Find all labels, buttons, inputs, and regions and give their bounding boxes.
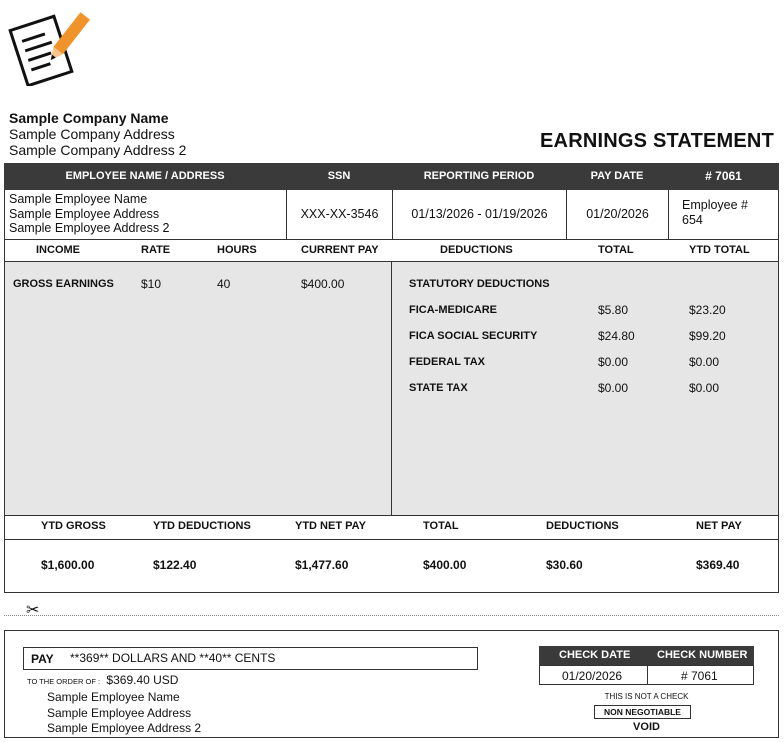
- summary-value: $122.40: [153, 558, 197, 572]
- income-hours: 40: [217, 277, 231, 291]
- summary-value: $30.60: [546, 558, 583, 572]
- deduction-total: $24.80: [598, 329, 635, 343]
- deduction-total: $0.00: [598, 381, 629, 395]
- summary-value: $1,477.60: [295, 558, 349, 572]
- summary-value: $1,600.00: [41, 558, 95, 572]
- deduction-label: FICA SOCIAL SECURITY: [409, 330, 538, 342]
- income-rate: $10: [141, 277, 162, 291]
- employee-cell: [5, 190, 287, 239]
- pay-amount-box: [23, 647, 478, 670]
- header-statement-number: # 7061: [705, 169, 742, 183]
- check-number-label: CHECK NUMBER: [657, 649, 748, 661]
- scissors-icon: ✂: [26, 602, 40, 619]
- not-a-check-notice: THIS IS NOT A CHECK: [604, 692, 689, 701]
- summary-header: TOTAL: [423, 520, 459, 532]
- header-paydate: PAY DATE: [590, 170, 644, 182]
- order-label: TO THE ORDER OF :: [27, 677, 101, 686]
- payee-address-1: Sample Employee Address: [47, 705, 192, 720]
- summary-header: YTD NET PAY: [295, 520, 366, 532]
- deduction-label: FEDERAL TAX: [409, 356, 485, 368]
- deduction-ytd: $0.00: [689, 355, 720, 369]
- col-hours: HOURS: [217, 244, 257, 256]
- employee-number-cell: [669, 190, 778, 239]
- page-title: EARNINGS STATEMENT: [540, 130, 774, 152]
- income-label: GROSS EARNINGS: [13, 278, 114, 290]
- pay-label: PAY: [31, 652, 54, 666]
- col-ytd-total: YTD TOTAL: [689, 244, 750, 256]
- summary-header: DEDUCTIONS: [546, 520, 619, 532]
- ssn-value: XXX-XX-3546: [287, 190, 393, 239]
- statement-header: [4, 163, 779, 190]
- employee-name: Sample Employee Name: [9, 192, 148, 206]
- deduction-ytd: $99.20: [689, 329, 726, 343]
- order-line: [27, 673, 178, 687]
- col-income: INCOME: [36, 244, 80, 256]
- check-info-values: [539, 665, 754, 685]
- earnings-column-headers: [4, 240, 779, 261]
- company-address-1: Sample Company Address: [9, 126, 175, 142]
- company-block: [9, 110, 186, 158]
- cut-line: [4, 615, 779, 616]
- deduction-label: STATE TAX: [409, 382, 468, 394]
- col-total: TOTAL: [598, 244, 634, 256]
- check-stub: [4, 630, 779, 738]
- summary-header: YTD GROSS: [41, 520, 106, 532]
- paydate-value: 01/20/2026: [567, 190, 669, 239]
- header-employee: EMPLOYEE NAME / ADDRESS: [65, 170, 225, 182]
- deductions-section-title: STATUTORY DEDUCTIONS: [409, 278, 550, 290]
- check-date: 01/20/2026: [562, 669, 623, 683]
- check-info-header: [539, 646, 754, 665]
- col-rate: RATE: [141, 244, 171, 256]
- employee-address-1: Sample Employee Address: [9, 206, 160, 221]
- summary-header: YTD DEDUCTIONS: [153, 520, 251, 532]
- pay-in-words: **369** DOLLARS AND **40** CENTS: [70, 651, 276, 665]
- header-ssn: SSN: [327, 170, 351, 182]
- summary-header: NET PAY: [696, 520, 742, 532]
- payee-block: [47, 690, 201, 737]
- non-negotiable-badge: NON NEGOTIABLE: [594, 705, 691, 719]
- summary-value: $369.40: [696, 558, 740, 572]
- check-date-label: CHECK DATE: [559, 649, 631, 661]
- col-deductions: DEDUCTIONS: [440, 244, 513, 256]
- summary-value: $400.00: [423, 558, 467, 572]
- header-period: REPORTING PERIOD: [423, 170, 535, 182]
- summary-headers: [4, 516, 779, 540]
- document-pencil-icon: [6, 6, 90, 86]
- employee-info-row: [4, 190, 779, 240]
- income-current-pay: $400.00: [301, 277, 345, 291]
- payee-address-2: Sample Employee Address 2: [47, 721, 202, 735]
- earnings-body: [4, 261, 779, 516]
- summary-values: [4, 540, 779, 593]
- company-address-2: Sample Company Address 2: [9, 142, 187, 158]
- period-value: 01/13/2026 - 01/19/2026: [393, 190, 567, 239]
- check-amount: $369.40 USD: [106, 673, 179, 687]
- check-number: # 7061: [681, 669, 718, 683]
- void-label: VOID: [633, 721, 660, 733]
- deduction-label: FICA-MEDICARE: [409, 304, 497, 316]
- employee-number: 654: [682, 213, 703, 227]
- payee-name: Sample Employee Name: [47, 690, 180, 704]
- deduction-ytd: $23.20: [689, 303, 726, 317]
- column-divider: [391, 262, 392, 515]
- deduction-ytd: $0.00: [689, 381, 720, 395]
- company-name: Sample Company Name: [9, 110, 169, 126]
- deduction-total: $5.80: [598, 303, 629, 317]
- deduction-total: $0.00: [598, 355, 629, 369]
- employee-number-label: Employee #: [682, 198, 749, 212]
- employee-address-2: Sample Employee Address 2: [9, 221, 170, 235]
- col-current-pay: CURRENT PAY: [301, 244, 379, 256]
- check-info-divider: [647, 666, 648, 684]
